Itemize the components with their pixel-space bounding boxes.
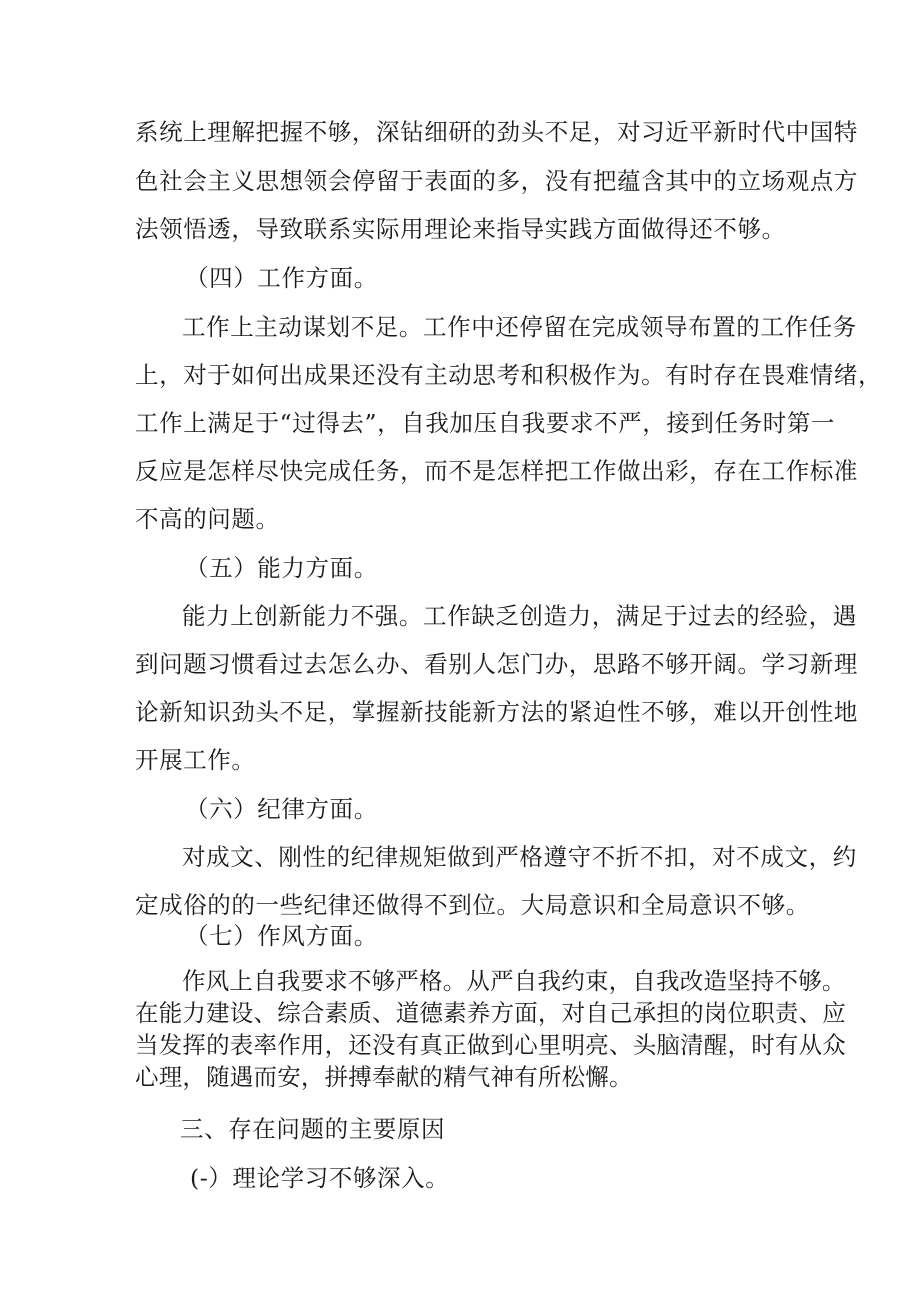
paragraph-5-line-2: 到问题习惯看过去怎么办、看别人怎门办，思路不够开阔。学习新理 [135,650,858,678]
paragraph-1-line-1: 系统上理解把握不够，深钻细研的劲头不足，对习近平新时代中国特 [135,118,858,146]
paragraph-4-line-4: 反应是怎样尽快完成任务，而不是怎样把工作做出彩，存在工作标准 [135,457,858,485]
section-3-title: 三、存在问题的主要原因 [180,1115,446,1143]
paragraph-7-line-4: 心理，随遇而安，拼搏奉献的精气神有所松懈。 [135,1063,633,1091]
heading-discipline: （六）纪律方面。 [185,795,378,823]
paragraph-4-line-2: 上，对于如何出成果还没有主动思考和积极作为。有时存在畏难情绪， [135,361,883,389]
paragraph-4-line-3: 工作上满足于“过得去”，自我加压自我要求不严，接到任务时第一 [135,409,836,437]
paragraph-1-line-3: 法领悟透，导致联系实际用理论来指导实践方面做得还不够。 [135,215,786,243]
paragraph-7-line-3: 当发挥的表率作用，还没有真正做到心里明亮、头脑清醒，时有从众 [135,1031,846,1059]
paragraph-5-line-4: 开展工作。 [135,746,256,774]
paragraph-6-line-1: 对成文、刚性的纪律规矩做到严格遵守不折不扣，对不成文，约 [182,843,857,871]
paragraph-4-line-5: 不高的问题。 [135,505,280,533]
paragraph-7-line-2: 在能力建设、综合素质、道德素养方面，对自己承担的岗位职责、应 [135,999,846,1027]
heading-ability: （五）能力方面。 [185,554,378,582]
paragraph-1-line-2: 色社会主义思想领会停留于表面的多，没有把蕴含其中的立场观点方 [135,167,858,195]
paragraph-6-line-2: 定成俗的的一些纪律还做得不到位。大局意识和全局意识不够。 [135,891,810,919]
paragraph-7-line-1: 作风上自我要求不够严格。从严自我约束，自我改造坚持不够。 [182,967,846,995]
paragraph-5-line-1: 能力上创新能力不强。工作缺乏创造力，满足于过去的经验，遇 [182,602,857,630]
heading-work: （四）工作方面。 [185,264,378,292]
paragraph-5-line-3: 论新知识劲头不足，掌握新技能新方法的紧迫性不够，难以开创性地 [135,698,858,726]
paragraph-4-line-1: 工作上主动谋划不足。工作中还停留在完成领导布置的工作任务 [182,313,857,341]
heading-style: （七）作风方面。 [185,922,378,950]
subheading-3-1: (-）理论学习不够深入。 [190,1164,450,1192]
